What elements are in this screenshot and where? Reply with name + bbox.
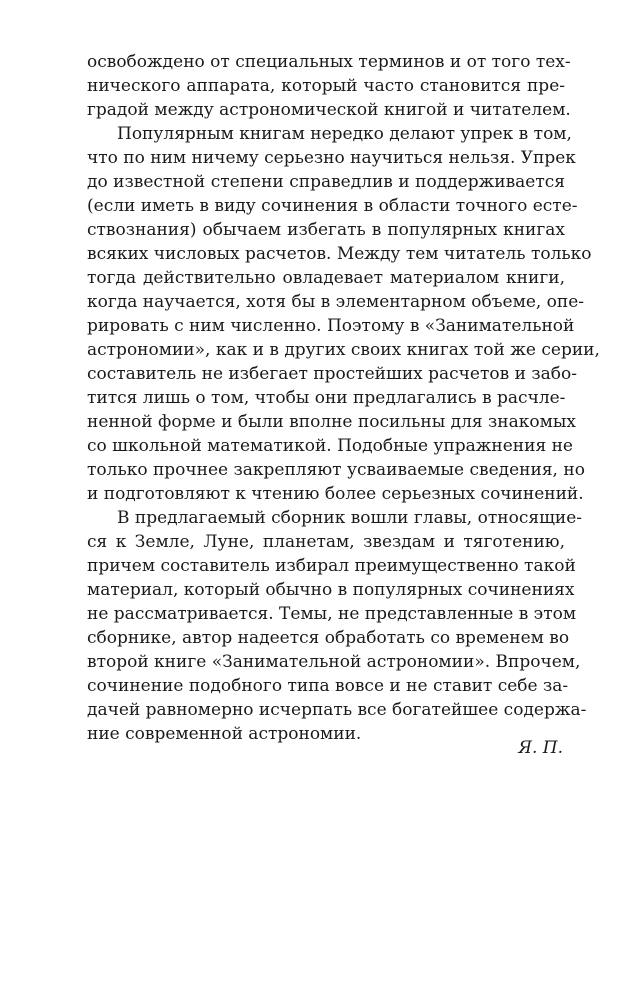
text-line: ненной форме и были вполне посильны для знакомых [87,412,576,432]
text-line: (если иметь в виду сочинения в области точного есте- [87,196,578,216]
text-line: когда научается, хотя бы в элементарном объеме, опе- [87,292,585,312]
text-line: что по ним ничему серьезно научиться нельзя. Упрек [87,148,576,168]
text-line: и подготовляют к чтению более серьезных сочинений. [87,484,584,504]
text-line: нического аппарата, который часто становится пре- [87,76,565,96]
text-line: Популярным книгам нередко делают упрек в том, [117,124,572,144]
text-line: ние современной астрономии. [87,724,362,744]
text-line: ствознания) обычаем избегать в популярных книгах [87,220,565,240]
text-line: тогда действительно овладевает материалом книги, [87,268,565,288]
text-line: сочинение подобного типа вовсе и не ставит себе за- [87,676,569,696]
text-line: В предлагаемый сборник вошли главы, относящие- [117,508,583,528]
text-line: рировать с ним численно. Поэтому в «Занимательной [87,316,575,336]
text-line: составитель не избегает простейших расчетов и забо- [87,364,577,384]
text-line: ся к Земле, Луне, планетам, звездам и тяготению, [87,532,565,552]
text-line: причем составитель избирал преимущественно такой [87,556,576,576]
text-line: дачей равномерно исчерпать все богатейшее содержа- [87,700,587,720]
text-line: второй книге «Занимательной астрономии». Впрочем, [87,652,581,672]
text-line: астрономии», как и в других своих книгах той же серии, [87,340,600,360]
text-line: всяких числовых расчетов. Между тем читатель только [87,244,592,264]
text-line: до известной степени справедлив и поддерживается [87,172,565,192]
text-line: только прочнее закрепляют усваиваемые сведения, но [87,460,585,480]
text-line: градой между астрономической книгой и читателем. [87,100,571,120]
paragraph [87,50,571,122]
text-line: со школьной математикой. Подобные упражнения не [87,436,573,456]
body-text [87,50,600,746]
text-line: сборнике, автор надеется обработать со временем во [87,628,570,648]
text-line: не рассматривается. Темы, не представленные в этом [87,604,577,624]
paragraph [87,506,587,746]
text-line: материал, который обычно в популярных сочинениях [87,580,575,600]
text-line: тится лишь о том, чтобы они предлагались в расчле- [87,388,566,408]
paragraph [87,122,600,506]
author-signature: Я. П. [518,738,563,758]
text-line: освобождено от специальных терминов и от того тех- [87,52,571,72]
